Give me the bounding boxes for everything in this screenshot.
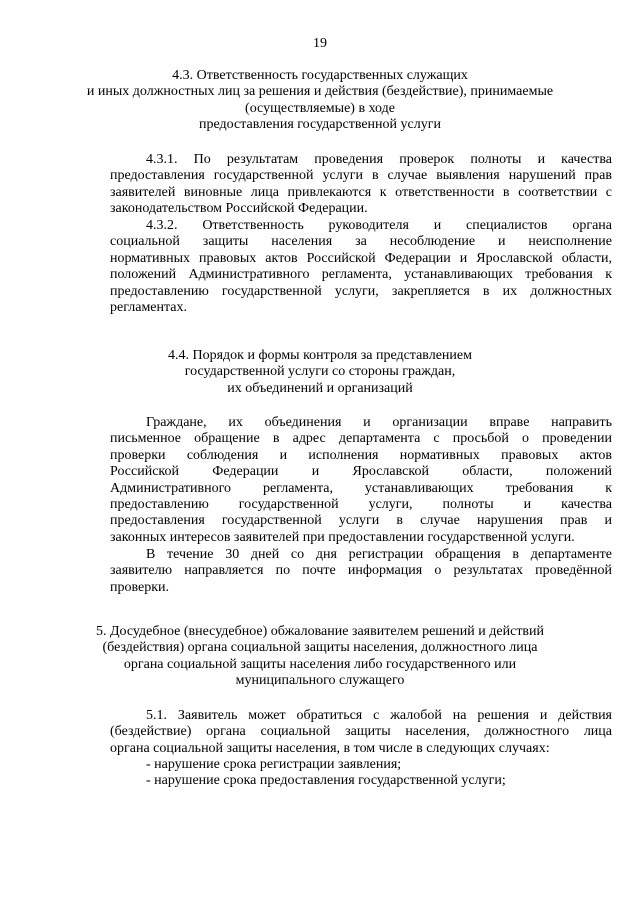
complaint-cases-list <box>0 757 640 790</box>
section-4-4-heading <box>0 348 640 397</box>
paragraph-line: органа социальной защиты населения, в том числе в следующих случаях: <box>110 740 550 756</box>
paragraph-line: предоставлению государственной услуги, полноты и качества <box>110 496 612 512</box>
paragraph-line: заявителей виновные лица привлекаются к ответственности в соответствии с <box>110 184 612 200</box>
heading-line: (осуществляемые) в ходе <box>245 100 395 116</box>
paragraph-4-4-citizens <box>0 415 640 546</box>
paragraph-line: В течение 30 дней со дня регистрации обращения в департаменте <box>146 547 612 562</box>
paragraph-line: Российской Федерации и Ярославской области, положений <box>110 464 612 480</box>
section-5-heading <box>0 624 640 690</box>
paragraph-4-3-1 <box>0 152 640 218</box>
paragraph-line: Административного регламента, устанавливающих требования к <box>110 480 612 496</box>
heading-line: предоставления государственной услуги <box>199 117 441 133</box>
heading-line: и иных должностных лиц за решения и действия (бездействие), принимаемые <box>86 84 554 100</box>
page-number: 19 <box>313 36 327 51</box>
paragraph-4-4-term <box>0 547 640 596</box>
list-item: - нарушение срока предоставления государственной услуги; <box>146 773 506 789</box>
paragraph-line: регламентах. <box>110 299 188 315</box>
paragraph-line: социальной защиты населения за несоблюдение и неисполнение <box>110 234 612 250</box>
paragraph-line: проверки. <box>110 579 170 595</box>
list-item: - нарушение срока регистрации заявления; <box>146 757 402 772</box>
heading-line: 4.3. Ответственность государственных служащих <box>172 68 468 83</box>
paragraph-5-1 <box>0 708 640 757</box>
paragraph-line: законодательством Российской Федерации. <box>110 201 368 217</box>
section-4-3-heading <box>0 68 640 134</box>
paragraph-line: нормативных правовых актов Российской Федерации и Ярославской области, <box>110 250 612 266</box>
paragraph-line: проверки соблюдения и исполнения нормативных правовых актов <box>110 447 612 463</box>
paragraph-line: 4.3.2. Ответственность руководителя и специалистов органа <box>146 218 612 233</box>
paragraph-line: заявителю направляется по почте информация о результатах проведённой <box>110 563 612 579</box>
heading-line: органа социальной защиты населения либо государственного или <box>123 656 517 672</box>
paragraph-line: Граждане, их объединения и организации вправе направить <box>146 415 612 430</box>
heading-line: 4.4. Порядок и формы контроля за представлением <box>168 348 472 363</box>
paragraph-line: 4.3.1. По результатам проведения проверок полноты и качества <box>146 152 612 167</box>
heading-line: государственной услуги со стороны граждан, <box>184 364 456 380</box>
paragraph-4-3-2 <box>0 218 640 316</box>
heading-line: их объединений и организаций <box>227 380 413 396</box>
paragraph-line: предоставления государственной услуги в случае нарушения прав и <box>110 513 612 529</box>
paragraph-line: положений Административного регламента, устанавливающих требования к <box>110 267 612 283</box>
paragraph-line: письменное обращение в адрес департамента с просьбой о проведении <box>110 431 612 447</box>
heading-line: муниципального служащего <box>235 673 405 689</box>
paragraph-line: законных интересов заявителей при предоставлении государственной услуги. <box>110 529 575 545</box>
paragraph-line: предоставления государственной услуги в случае выявления нарушений прав <box>110 168 612 184</box>
paragraph-line: 5.1. Заявитель может обратиться с жалобой на решения и действия <box>146 708 612 723</box>
paragraph-line: предоставлению государственной услуги, закрепляется в их должностных <box>110 283 612 299</box>
heading-line: 5. Досудебное (внесудебное) обжалование заявителем решений и действий <box>95 624 545 639</box>
heading-line: (бездействия) органа социальной защиты населения, должностного лица <box>102 640 538 656</box>
paragraph-line: (бездействие) органа социальной защиты населения, должностного лица <box>110 724 612 740</box>
